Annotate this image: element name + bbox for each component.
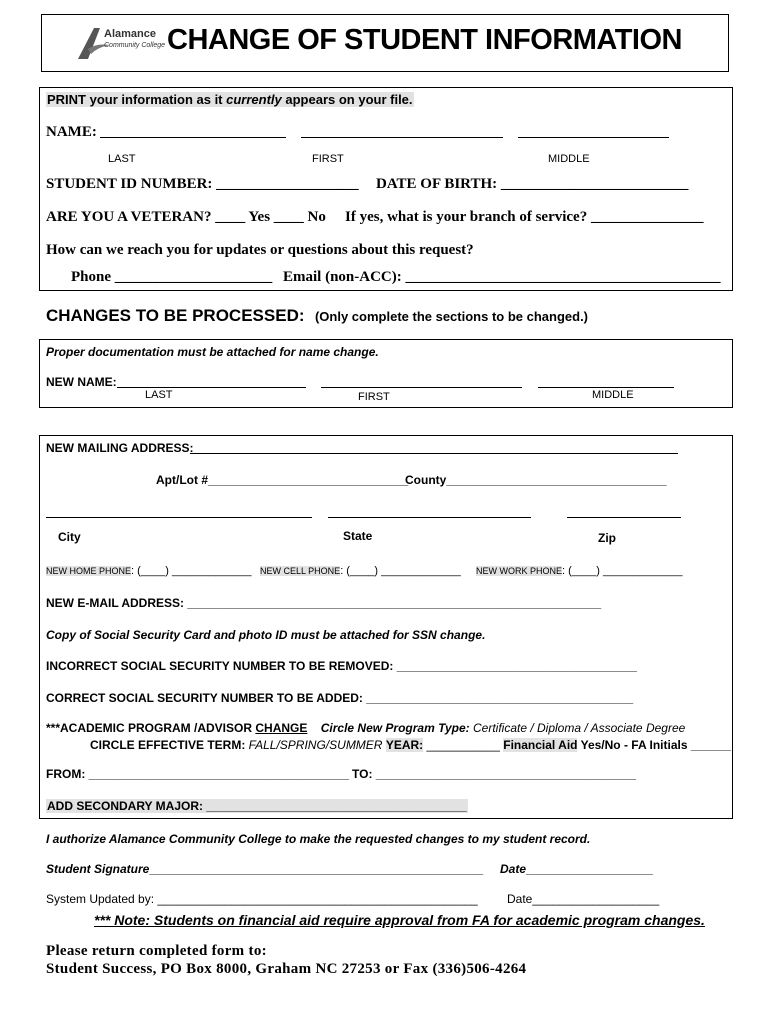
county-field[interactable]: County_________________________________ (405, 473, 667, 487)
authorization-statement: I authorize Alamance Community College to make the requested changes to my student record. (46, 832, 591, 846)
home-phone-field[interactable]: NEW HOME PHONE: (____) _____________ (46, 565, 252, 577)
new-name-last-field[interactable] (117, 387, 306, 388)
college-logo (74, 25, 164, 61)
secondary-major-field[interactable]: ADD SECONDARY MAJOR: _______________________________________ (47, 799, 467, 813)
new-email-field[interactable]: NEW E-MAIL ADDRESS: ______________________________________________________________ (46, 596, 602, 610)
last-caption: LAST (108, 153, 136, 165)
ssn-doc-note: Copy of Social Security Card and photo ID must be attached for SSN change. (46, 628, 486, 642)
veteran-field[interactable]: ARE YOU A VETERAN? ____ Yes ____ No (46, 209, 326, 225)
name-middle-field[interactable] (518, 137, 669, 138)
date-of-birth-field[interactable]: DATE OF BIRTH: _________________________ (376, 176, 689, 192)
signature-date-field[interactable]: Date___________________ (500, 862, 653, 876)
first-caption: FIRST (312, 153, 344, 165)
system-updated-field[interactable]: System Updated by: ________________________________________________ (46, 892, 478, 906)
return-address: Student Success, PO Box 8000, Graham NC 27253 or Fax (336)506-4264 (46, 961, 527, 977)
ssn-add-field[interactable]: CORRECT SOCIAL SECURITY NUMBER TO BE ADDED: ________________________________________ (46, 691, 634, 705)
return-instruction: Please return completed form to: (46, 943, 267, 959)
work-phone-field[interactable]: NEW WORK PHONE: (____) _____________ (476, 565, 683, 577)
city-caption: City (58, 530, 81, 544)
system-date-field[interactable]: Date___________________ (507, 892, 660, 906)
changes-heading: CHANGES TO BE PROCESSED: (Only complete the sections to be changed.) (46, 306, 589, 325)
zip-caption: Zip (598, 531, 616, 545)
state-caption: State (343, 529, 373, 543)
contact-question: How can we reach you for updates or questions about this request? (46, 242, 474, 258)
financial-aid-note: *** Note: Students on financial aid require approval from FA for academic program changes. (94, 912, 705, 928)
state-field[interactable] (328, 517, 531, 518)
email-field[interactable]: Email (non-ACC): __________________________________________ (283, 269, 721, 285)
student-id-field[interactable]: STUDENT ID NUMBER: ___________________ (46, 176, 359, 192)
city-field[interactable] (46, 517, 312, 518)
program-change-line: ***ACADEMIC PROGRAM /ADVISOR CHANGE Circle New Program Type: Certificate / Diploma / Associate Degree (46, 721, 686, 735)
cell-phone-field[interactable]: NEW CELL PHONE: (____) _____________ (260, 565, 461, 577)
logo-subtitle: Community College (104, 42, 166, 49)
effective-term-line: CIRCLE EFFECTIVE TERM: FALL/SPRING/SUMMER YEAR: ___________ Financial Aid Yes/No - FA Initials ______ (90, 738, 731, 752)
new-name-first-field[interactable] (321, 387, 522, 388)
mailing-address-label: NEW MAILING ADDRESS: (46, 441, 194, 455)
print-instruction: PRINT your information as it currently appears on your file. (47, 92, 413, 107)
header-box (41, 14, 729, 72)
name-label: NAME: (46, 124, 97, 140)
page-title: CHANGE OF STUDENT INFORMATION (167, 24, 682, 56)
new-name-label: NEW NAME: (46, 375, 117, 389)
to-field[interactable]: TO: _______________________________________ (352, 767, 637, 781)
from-field[interactable]: FROM: _______________________________________ (46, 767, 349, 781)
logo-name: Alamance (104, 28, 156, 40)
zip-field[interactable] (567, 517, 681, 518)
changes-box (39, 435, 733, 819)
new-name-middle-field[interactable] (538, 387, 674, 388)
phone-field[interactable]: Phone _____________________ (71, 269, 273, 285)
name-doc-note: Proper documentation must be attached for name change. (46, 345, 379, 359)
name-first-field[interactable] (301, 137, 503, 138)
apt-field[interactable]: Apt/Lot #______________________________ (156, 473, 409, 487)
new-middle-caption: MIDDLE (592, 389, 634, 401)
middle-caption: MIDDLE (548, 153, 590, 165)
mailing-address-field[interactable] (190, 453, 678, 454)
ssn-remove-field[interactable]: INCORRECT SOCIAL SECURITY NUMBER TO BE REMOVED: ____________________________________ (46, 659, 637, 673)
new-first-caption: FIRST (358, 391, 390, 403)
student-signature-field[interactable]: Student Signature__________________________________________________ (46, 862, 484, 876)
new-last-caption: LAST (145, 389, 173, 401)
branch-field[interactable]: If yes, what is your branch of service? _______________ (345, 209, 704, 225)
name-last-field[interactable] (100, 137, 286, 138)
